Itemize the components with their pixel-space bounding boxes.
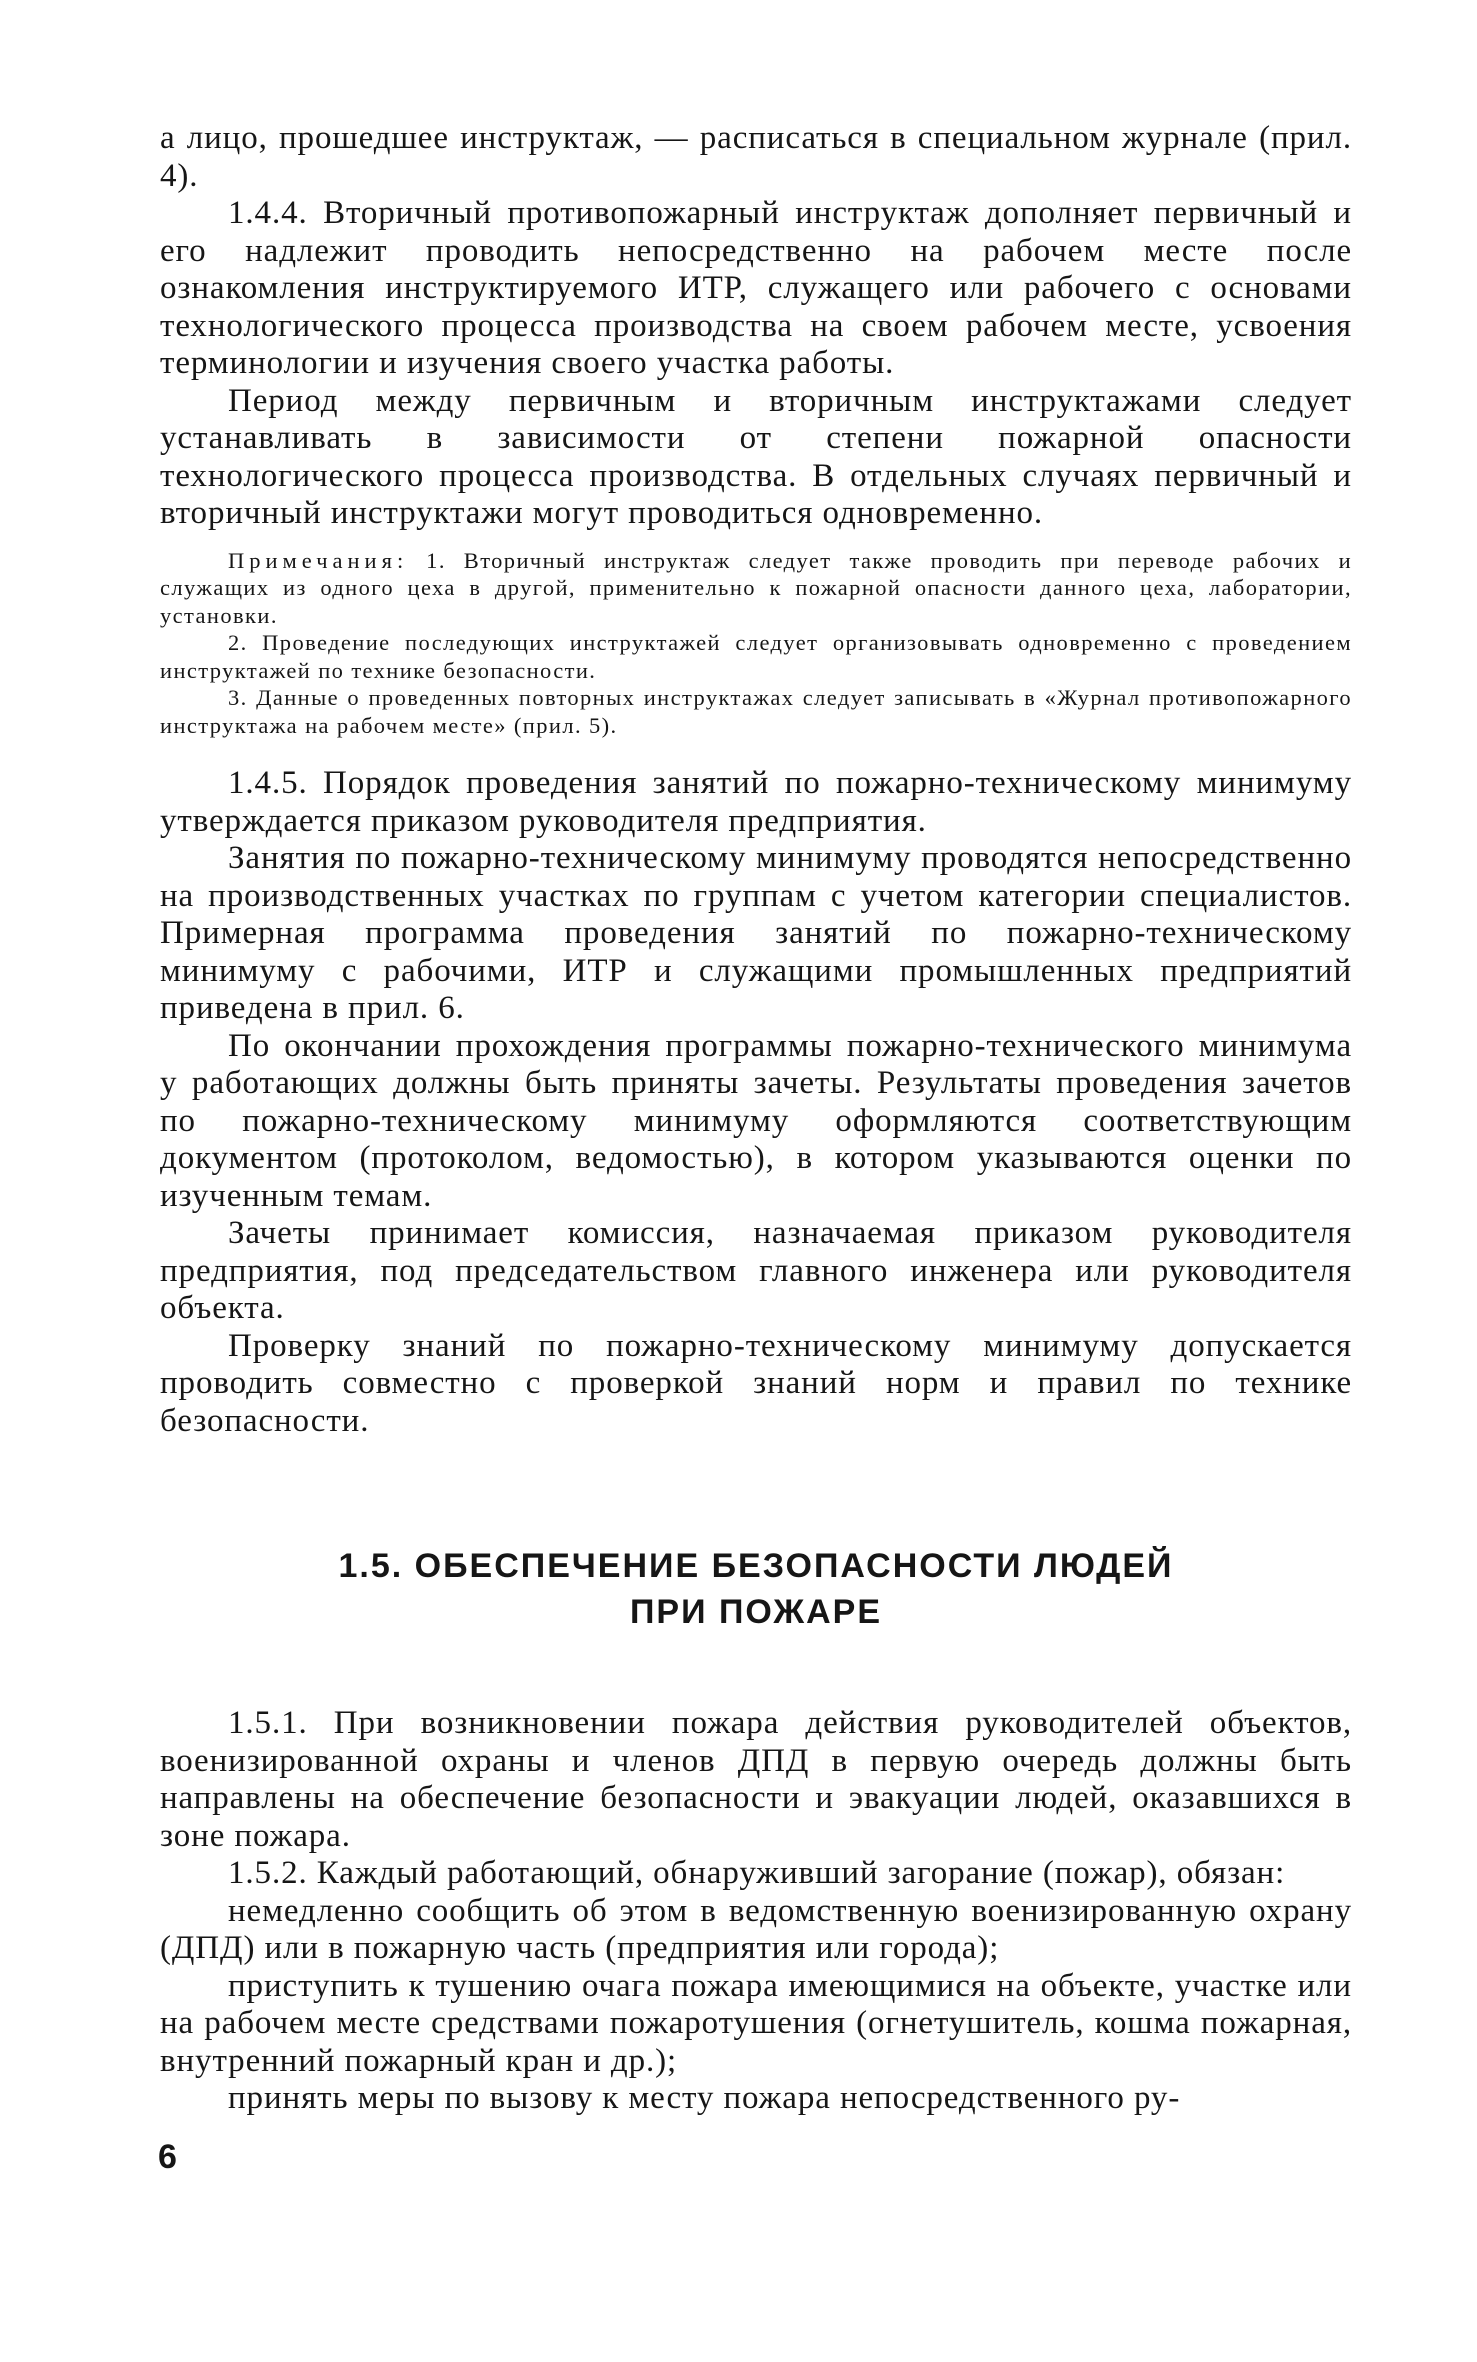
section-title-line-1: 1.5. ОБЕСПЕЧЕНИЕ БЕЗОПАСНОСТИ ЛЮДЕЙ [338, 1547, 1174, 1585]
paragraph-1-4-4: 1.4.4. Вторичный противопожарный инструктаж дополняет первичный и его надлежит проводить непосредственно на рабочем месте после ознакомления инструктируемого ИТР, служащего или рабочего с основами технологического процесса производства на своем рабочем месте, усвоения терминологии и изучения своего участка работы. [160, 195, 1352, 381]
paragraph-continuation: а лицо, прошедшее инструктаж, — расписаться в специальном журнале (прил. 4). [160, 120, 1352, 194]
notes-heading: Примечания: [228, 547, 409, 573]
paragraph-classes: Занятия по пожарно-техническому минимуму проводятся непосредственно на производственных участках по группам с учетом категории специалистов. Примерная программа проведения занятий по пожарно-техническому минимуму с рабочими, ИТР и служащими промышленных предприятий приведена в прил. 6. [160, 840, 1352, 1026]
note-1-text: 1. Вторичный инструктаж следует также проводить при переводе рабочих и служащих из одного цеха в другой, применительно к пожарной опасности данного цеха, лаборатории, установки. [160, 547, 1353, 628]
document-page [160, 120, 1352, 2118]
list-item-extinguish: приступить к тушению очага пожара имеющимися на объекте, участке или на рабочем месте средствами пожаротушения (огнетушитель, кошма пожарная, внутренний пожарный кран и др.); [160, 1967, 1352, 2079]
paragraph-period: Период между первичным и вторичным инструктажами следует устанавливать в зависимости от степени пожарной опасности технологического процесса производства. В отдельных случаях первичный и вторичный инструктажи могут проводиться одновременно. [160, 382, 1352, 531]
note-3: 3. Данные о проведенных повторных инструктажах следует записывать в «Журнал противопожарного инструктажа на рабочем месте» (прил. 5). [160, 685, 1352, 738]
list-item-notify: немедленно сообщить об этом в ведомственную военизированную охрану (ДПД) или в пожарную часть (предприятия или города); [160, 1892, 1352, 1966]
section-title-line-2: ПРИ ПОЖАРЕ [629, 1593, 883, 1631]
notes-block [160, 547, 1352, 740]
note-2: 2. Проведение последующих инструктажей следует организовывать одновременно с проведением инструктажей по технике безопасности. [160, 630, 1352, 683]
section-title [160, 1543, 1352, 1635]
paragraph-exams: По окончании прохождения программы пожарно-технического минимума у работающих должны быть приняты зачеты. Результаты проведения зачетов по пожарно-техническому минимуму оформляются соответствующим документом (протоколом, ведомостью), в котором указываются оценки по изученным темам. [160, 1027, 1352, 1214]
page-number: 6 [158, 2138, 177, 2176]
note-1 [160, 547, 1352, 630]
paragraph-commission: Зачеты принимает комиссия, назначаемая приказом руководителя предприятия, под председательством главного инженера или руководителя объекта. [160, 1215, 1352, 1326]
paragraph-1-5-2: 1.5.2. Каждый работающий, обнаруживший загорание (пожар), обязан: [228, 1855, 1286, 1891]
paragraph-1-5-1: 1.5.1. При возникновении пожара действия руководителей объектов, военизированной охраны и членов ДПД в первую очередь должны быть направлены на обеспечение безопасности и эвакуации людей, оказавшихся в зоне пожара. [160, 1705, 1352, 1854]
paragraph-1-4-5: 1.4.5. Порядок проведения занятий по пожарно-техническому минимуму утверждается приказом руководителя предприятия. [160, 765, 1352, 839]
list-item-call: принять меры по вызову к месту пожара непосредственного ру- [228, 2080, 1181, 2116]
paragraph-check: Проверку знаний по пожарно-техническому минимуму допускается проводить совместно с проверкой знаний норм и правил по технике безопасности. [160, 1327, 1352, 1439]
